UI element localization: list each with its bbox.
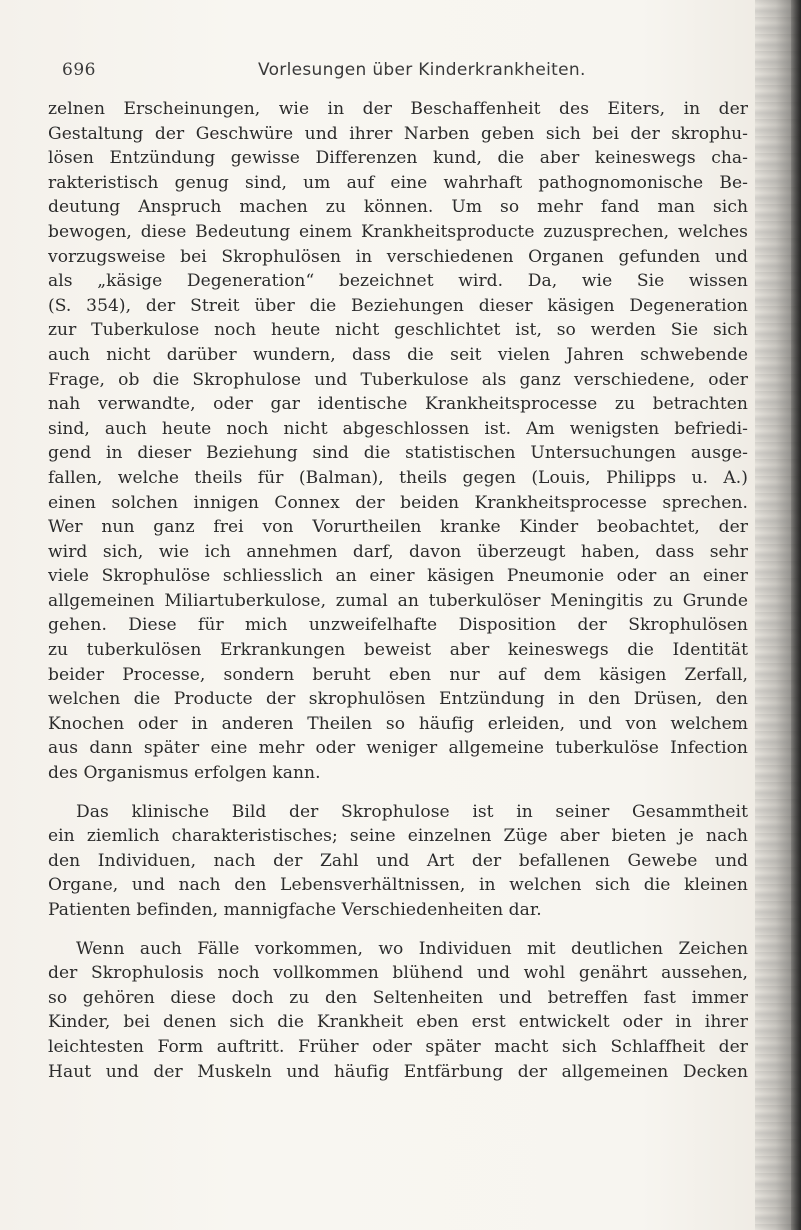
text-line: allgemeinen Miliartuberkulose, zumal an tuberkulöser Meningitis zu Grunde: [48, 590, 748, 611]
text-line: auch nicht darüber wundern, dass die seit vielen Jahren schwebende: [48, 344, 748, 365]
text-line: beider Processe, sondern beruht eben nur auf dem käsigen Zerfall,: [48, 664, 748, 685]
text-line: leichtesten Form auftritt. Früher oder später macht sich Schlaffheit der: [48, 1036, 748, 1057]
text-line: lösen Entzündung gewisse Differenzen kund, die aber keineswegs cha-: [48, 148, 748, 169]
text-line: den Individuen, nach der Zahl und Art der befallenen Gewebe und: [48, 850, 748, 871]
text-line: rakteristisch genug sind, um auf eine wahrhaft pathognomonische Be-: [48, 172, 748, 193]
text-line: der Skrophulosis noch vollkommen blühend und wohl genährt aussehen,: [48, 963, 748, 984]
text-line: aus dann später eine mehr oder weniger allgemeine tuberkulöse Infection: [48, 738, 748, 759]
paragraph: [48, 937, 748, 1085]
text-line: vorzugsweise bei Skrophulösen in verschiedenen Organen gefunden und: [48, 246, 748, 267]
text-line: Wer nun ganz frei von Vorurtheilen kranke Kinder beobachtet, der: [48, 517, 748, 538]
text-line: deutung Anspruch machen zu können. Um so mehr fand man sich: [48, 197, 748, 218]
text-line: zelnen Erscheinungen, wie in der Beschaffenheit des Eiters, in der: [48, 99, 748, 119]
text-line: Frage, ob die Skrophulose und Tuberkulose als ganz verschiedene, oder: [48, 369, 748, 390]
body-text: [48, 97, 748, 1084]
text-line: zur Tuberkulose noch heute nicht geschlichtet ist, so werden Sie sich: [48, 320, 748, 341]
text-line: viele Skrophulöse schliesslich an einer käsigen Pneumonie oder an einer: [48, 566, 748, 587]
text-line: (S. 354), der Streit über die Beziehungen dieser käsigen Degeneration: [48, 295, 748, 316]
text-line: sind, auch heute noch nicht abgeschlossen ist. Am wenigsten befriedi-: [48, 418, 748, 439]
page-edge-shadow: [755, 0, 801, 1230]
text-line: einen solchen innigen Connex der beiden Krankheitsprocesse sprechen.: [48, 492, 748, 513]
text-line: Organe, und nach den Lebensverhältnissen, in welchen sich die kleinen: [48, 875, 748, 896]
text-line: Gestaltung der Geschwüre und ihrer Narben geben sich bei der skrophu-: [48, 123, 748, 144]
text-line: Patienten befinden, mannigfache Verschiedenheiten dar.: [48, 900, 542, 920]
text-line: so gehören diese doch zu den Seltenheiten und betreffen fast immer: [48, 987, 748, 1008]
text-line: zu tuberkulösen Erkrankungen beweist aber keineswegs die Identität: [48, 640, 748, 661]
text-line: Knochen oder in anderen Theilen so häufig erleiden, und von welchem: [48, 713, 748, 734]
text-line: welchen die Producte der skrophulösen Entzündung in den Drüsen, den: [48, 689, 748, 710]
text-line: nah verwandte, oder gar identische Krankheitsprocesse zu betrachten: [48, 394, 748, 415]
text-line: gend in dieser Beziehung sind die statistischen Untersuchungen ausge-: [48, 443, 748, 464]
page-header: [62, 60, 742, 90]
paragraph-gap: [48, 786, 748, 800]
paragraph: [48, 97, 748, 786]
text-line: des Organismus erfolgen kann.: [48, 763, 321, 784]
text-line: Haut und der Muskeln und häufig Entfärbung der allgemeinen Decken: [48, 1061, 748, 1082]
text-line: wird sich, wie ich annehmen darf, davon überzeugt haben, dass sehr: [48, 541, 748, 562]
text-line: ein ziemlich charakteristisches; seine einzelnen Züge aber bieten je nach: [48, 826, 748, 847]
text-line: als „käsige Degeneration“ bezeichnet wird. Da, wie Sie wissen: [48, 271, 748, 292]
text-line: fallen, welche theils für (Balman), theils gegen (Louis, Philipps u. A.): [48, 467, 748, 488]
paragraph-gap: [48, 923, 748, 937]
text-line: Das klinische Bild der Skrophulose ist in seiner Gesammtheit: [76, 801, 748, 822]
text-line: Wenn auch Fälle vorkommen, wo Individuen mit deutlichen Zeichen: [76, 938, 748, 959]
text-line: bewogen, diese Bedeutung einem Krankheitsproducte zuzusprechen, welches: [48, 221, 748, 242]
text-line: gehen. Diese für mich unzweifelhafte Disposition der Skrophulösen: [48, 615, 748, 636]
running-head: Vorlesungen über Kinderkrankheiten.: [258, 60, 586, 80]
text-line: Kinder, bei denen sich die Krankheit eben erst entwickelt oder in ihrer: [48, 1012, 748, 1033]
paragraph: [48, 800, 748, 923]
page-number: 696: [62, 60, 96, 80]
